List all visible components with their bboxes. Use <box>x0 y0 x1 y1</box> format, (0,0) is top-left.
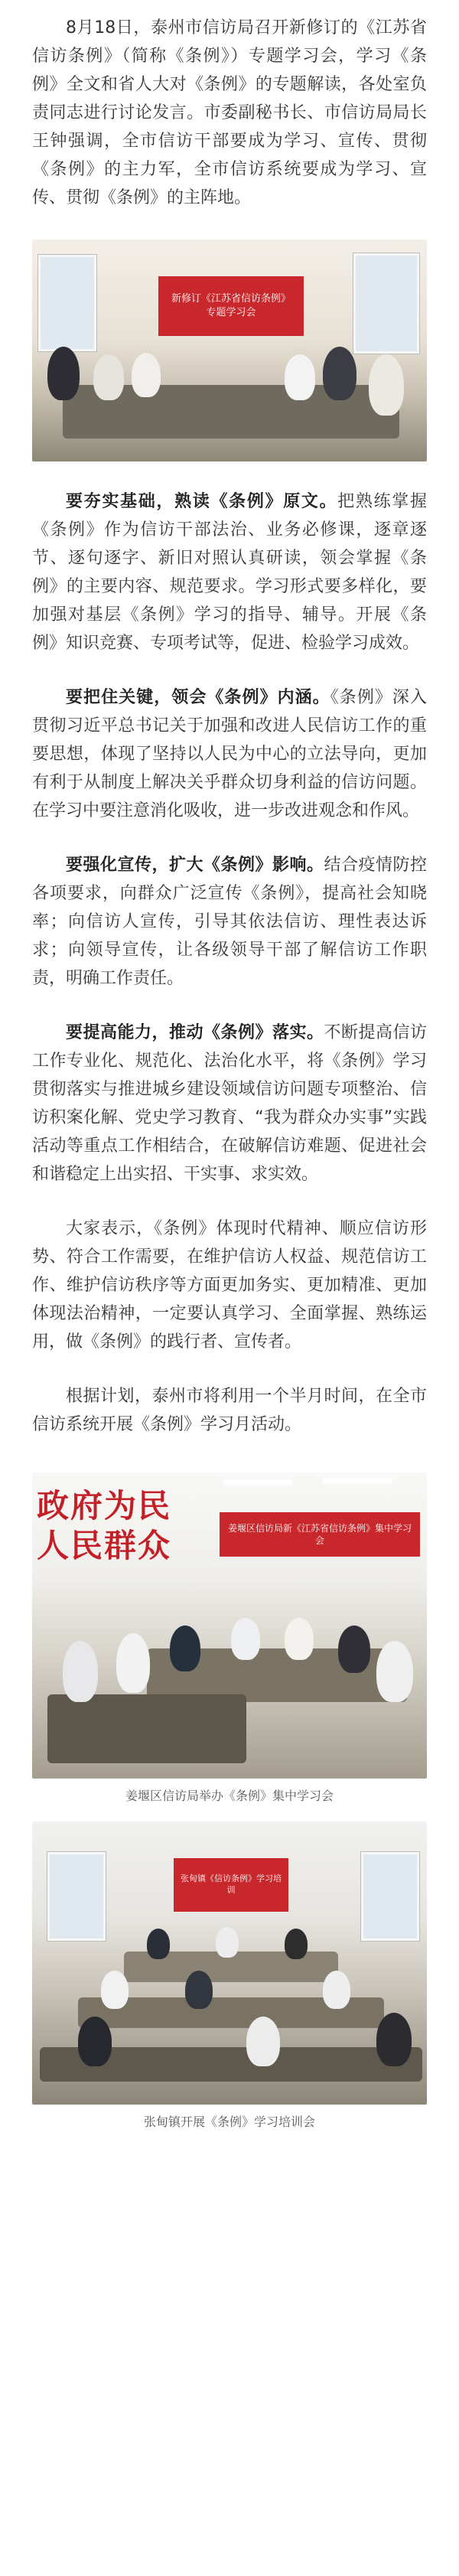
projection-screen <box>174 1858 288 1912</box>
attendee <box>285 1618 314 1660</box>
attendee <box>231 1618 260 1660</box>
paragraph-3-heading: 要强化宣传，扩大《条例》影响。 <box>66 856 324 875</box>
conference-table <box>47 1694 246 1763</box>
attendee <box>63 1641 98 1702</box>
attendee <box>369 354 404 416</box>
paragraph-4-text: 不断提高信访工作专业化、规范化、法治化水平，将《条例》学习贯彻落实与推进城乡建设领域信访问题专项整治、信访积案化解、党史学习教育、“我为群众办实事”实践活动等重点工作相结合，在破解信访难题、促进社会和谐稳定上出实招、干实事、求实效。 <box>32 1023 427 1184</box>
wall-slogan <box>37 1486 171 1566</box>
paragraph-1-text: 把熟练掌握《条例》作为信访干部法治、业务必修课，逐章逐节、逐句逐字、新旧对照认真研读，领会掌握《条例》的主要内容、规范要求。学习形式要多样化，要加强对基层《条例》学习的指导、辅导。开展《条例》知识竞赛、专项考试等，促进、检验学习成效。 <box>32 492 427 653</box>
attendee <box>147 1929 170 1959</box>
attendee <box>116 1633 150 1693</box>
window <box>47 1852 106 1941</box>
paragraph-3-text: 结合疫情防控各项要求，向群众广泛宣传《条例》，提高社会知晓率；向信访人宣传，引导其依法信访、理性表达诉求；向领导宣传，让各级领导干部了解信访工作职责，明确工作责任。 <box>32 856 427 988</box>
intro-paragraph: 8月18日，泰州市信访局召开新修订的《江苏省信访条例》（简称《条例》）专题学习会，学习《条例》全文和省人大对《条例》的专题解读，各处室负责同志进行讨论发言。市委副秘书长、市信访局局长王钟强调，全市信访干部要成为学习、宣传、贯彻《条例》的主力军，全市信访系统要成为学习、宣传、贯彻《条例》的主阵地。 <box>32 18 427 207</box>
paragraph-4 <box>32 1019 427 1189</box>
meeting-photo-3 <box>32 1821 427 2105</box>
paragraph-2 <box>32 683 427 825</box>
wall-slogan-line-2: 人民群众 <box>37 1527 172 1564</box>
attendee <box>285 1929 308 1959</box>
attendee <box>285 354 315 400</box>
meeting-photo-2 <box>32 1472 427 1779</box>
attendee <box>376 1641 413 1702</box>
paragraph-6: 根据计划，泰州市将利用一个半月时间，在全市信访系统开展《条例》学习月活动。 <box>32 1387 427 1434</box>
paragraph-2-text: 《条例》深入贯彻习近平总书记关于加强和改进人民信访工作的重要思想，体现了坚持以人民为中心的立法导向，更加有利于从制度上解决关乎群众切身利益的信访问题。在学习中要注意消化吸收，进一步改进观念和作风。 <box>32 688 427 820</box>
attendee <box>338 1625 370 1673</box>
ceiling-light <box>323 1479 392 1483</box>
attendee <box>323 347 356 400</box>
window <box>38 255 96 351</box>
attendee <box>323 1971 350 2009</box>
attendee <box>47 347 80 400</box>
window <box>353 253 419 354</box>
projection-screen <box>158 276 304 336</box>
photo-2-caption: 姜堰区信访局举办《条例》集中学习会 <box>125 1789 334 1803</box>
attendee <box>78 2017 112 2066</box>
attendee <box>93 354 124 400</box>
paragraph-2-heading: 要把住关键，领会《条例》内涵。 <box>66 688 330 707</box>
attendee <box>185 1971 213 2009</box>
screen-title: 姜堰区信访局新《江苏省信访条例》集中学习会 <box>227 1522 412 1546</box>
screen-title: 张甸镇《信访条例》学习培训 <box>181 1873 282 1895</box>
attendee <box>246 2017 280 2066</box>
ceiling-light <box>223 1480 292 1485</box>
paragraph-4-heading: 要提高能力，推动《条例》落实。 <box>66 1023 324 1042</box>
attendee <box>376 2013 412 2066</box>
screen-subtitle: 专题学习会 <box>206 307 256 318</box>
paragraph-1 <box>32 487 427 657</box>
wall-slogan-line-1: 政府为民 <box>37 1487 172 1524</box>
meeting-photo-1 <box>32 240 427 461</box>
paragraph-5: 大家表示，《条例》体现时代精神、顺应信访形势、符合工作需要，在维护信访人权益、规范信访工作、维护信访秩序等方面更加务实、更加精准、更加体现法治精神，一定要认真学习、全面掌握、熟练运用，做《条例》的践行者、宣传者。 <box>32 1219 427 1352</box>
attendee <box>216 1927 239 1958</box>
screen-title: 新修订《江苏省信访条例》 <box>171 293 291 305</box>
photo-3-caption: 张甸镇开展《条例》学习培训会 <box>143 2115 315 2129</box>
projection-screen <box>220 1512 420 1557</box>
paragraph-3 <box>32 851 427 993</box>
paragraph-1-heading: 要夯实基础，熟读《条例》原文。 <box>66 492 338 511</box>
attendee <box>101 1971 129 2009</box>
attendee <box>170 1625 200 1671</box>
window <box>361 1852 419 1941</box>
attendee <box>132 353 161 397</box>
